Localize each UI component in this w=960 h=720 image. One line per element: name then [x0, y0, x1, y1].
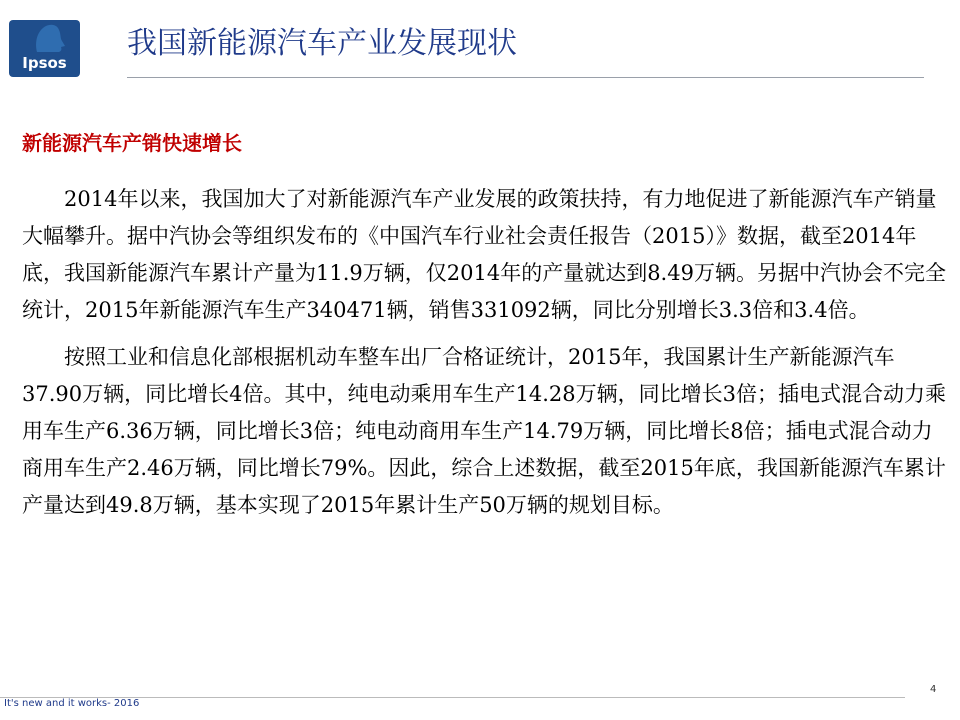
page-title: 我国新能源汽车产业发展现状 — [127, 26, 517, 61]
title-divider — [127, 77, 924, 78]
footer-tagline: It's new and it works- 2016 — [4, 698, 140, 709]
logo-wordmark: Ipsos — [22, 54, 67, 72]
paragraph: 按照工业和信息化部根据机动车整车出厂合格证统计，2015年，我国累计生产新能源汽车37.90万辆，同比增长4倍。其中，纯电动乘用车生产14.28万辆，同比增长3倍；插电式混合动力乘用车生产6.36万辆，同比增长3倍；纯电动商用车生产14.79万辆，同比增长8倍；插电式混合动力商用车生产2.46万辆，同比增长79%。因此，综合上述数据，截至2015年底，我国新能源汽车累计产量达到49.8万辆，基本实现了2015年累计生产50万辆的规划目标。 — [22, 345, 946, 517]
paragraph: 2014年以来，我国加大了对新能源汽车产业发展的政策扶持，有力地促进了新能源汽车产销量大幅攀升。据中汽协会等组织发布的《中国汽车行业社会责任报告（2015）》数据，截至2014年底，我国新能源汽车累计产量为11.9万辆，仅2014年的产量就达到8.49万辆。另据中汽协会不完全统计，2015年新能源汽车生产340471辆，销售331092辆，同比分别增长3.3倍和3.4倍。 — [22, 187, 946, 322]
section-heading: 新能源汽车产销快速增长 — [22, 131, 242, 155]
page-number: 4 — [930, 684, 937, 695]
body-text — [22, 181, 947, 524]
ipsos-logo — [9, 20, 80, 77]
